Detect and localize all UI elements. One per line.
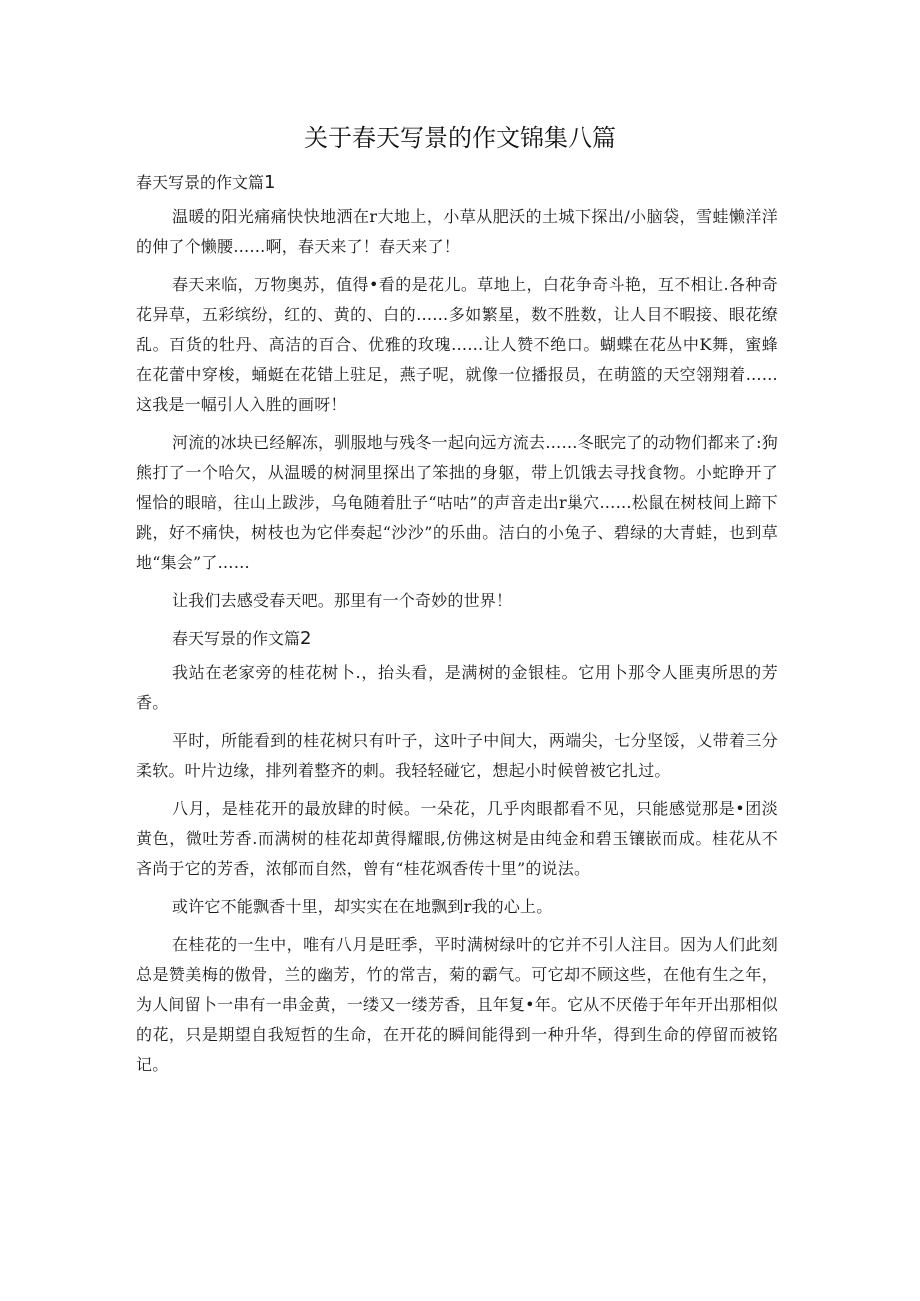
section-heading-2 [136, 624, 778, 654]
paragraph: 我站在老家旁的桂花树卜.，抬头看，是满树的金银桂。它用卜那令人匪夷所思的芳香。 [136, 663, 778, 712]
section-heading-number: 1 [264, 172, 276, 193]
page-title: 关于春天写景的作文锦集八篇 [304, 124, 616, 152]
paragraph: 让我们去感受春天吧。那里有一个奇妙的世界！ [172, 591, 513, 610]
paragraph: 春天来临，万物奥苏，值得•看的是花儿。草地上，白花争奇斗艳，互不相让.各种奇花异草，五彩缤纷，红的、黄的、白的……多如繁星，数不胜数，让人目不暇接、眼花缭乱。百货的牡丹、高洁的百合、优雅的玫瑰……让人赞不绝口。蝴蝶在花丛中K舞，蜜蜂在花蕾中穿梭，蛹蜓在花错上驻足，燕子呢，就像一位播报员，在萌篮的天空翎翔着……这我是一幅引人入胜的画呀！ [136, 275, 778, 414]
paragraph: 或许它不能飘香十里，却实实在在地飘到r我的心上。 [172, 897, 553, 916]
section-heading-1 [136, 168, 778, 198]
paragraph: 在桂花的一生中，唯有八月是旺季，平时满树绿叶的它并不引人注目。因为人们此刻总是赞美梅的傲骨，兰的幽芳，竹的常吉，菊的霸气。可它却不顾这些，在他有生之年，为人间留卜一串有一串金黄，一缕又一缕芳香，且年复•年。它从不厌倦于年年开出那相似的花，只是期望自我短哲的生命，在开花的瞬间能得到一种升华，得到生命的停留而被铭记。 [136, 935, 778, 1074]
section-heading-text: 春天写景的作文篇 [172, 629, 301, 648]
section-heading-number: 2 [300, 628, 312, 649]
paragraph: 八月，是桂花开的最放肆的时候。一朵花，几乎肉眼都看不见，只能感觉那是•团淡黄色，微吐芳香.而满树的桂花却黄得耀眼,仿佛这树是由纯金和碧玉镶嵌而成。桂花从不吝尚于它的芳香，浓郁而自然，曾有“桂花飒香传十里”的说法。 [136, 799, 778, 878]
document-body [136, 168, 778, 1088]
paragraph: 平时，所能看到的桂花树只有叶子，这叶子中间大，两端尖，七分坚馁，乂带着三分柔软。叶片边缘，排列着整齐的刺。我轻轻碰它，想起小时候曾被它扎过。 [136, 731, 778, 780]
paragraph: 温暖的阳光痛痛快快地洒在r大地上，小草从肥沃的土城下探出/小脑袋，雪蛙懒洋洋的伸了个懒腰……啊，春天来了！春天来了！ [136, 207, 778, 256]
paragraph: 河流的冰块已经解冻，驯服地与残冬一起向远方流去……冬眠完了的动物们都来了:狗熊打了一个哈欠，从温暖的树洞里探出了笨拙的身躯，带上饥饿去寻找食物。小蛇睁开了惺恰的眼暗，往山上跋涉，乌龟随着肚子“咕咕”的声音走出r巢穴……松鼠在树枝间上蹄下跳，好不痛快，树枝也为它伴奏起“沙沙”的乐曲。洁白的小兔子、碧绿的大青蛙，也到草地“集会”了…… [136, 433, 778, 572]
section-heading-text: 春天写景的作文篇 [136, 173, 265, 192]
